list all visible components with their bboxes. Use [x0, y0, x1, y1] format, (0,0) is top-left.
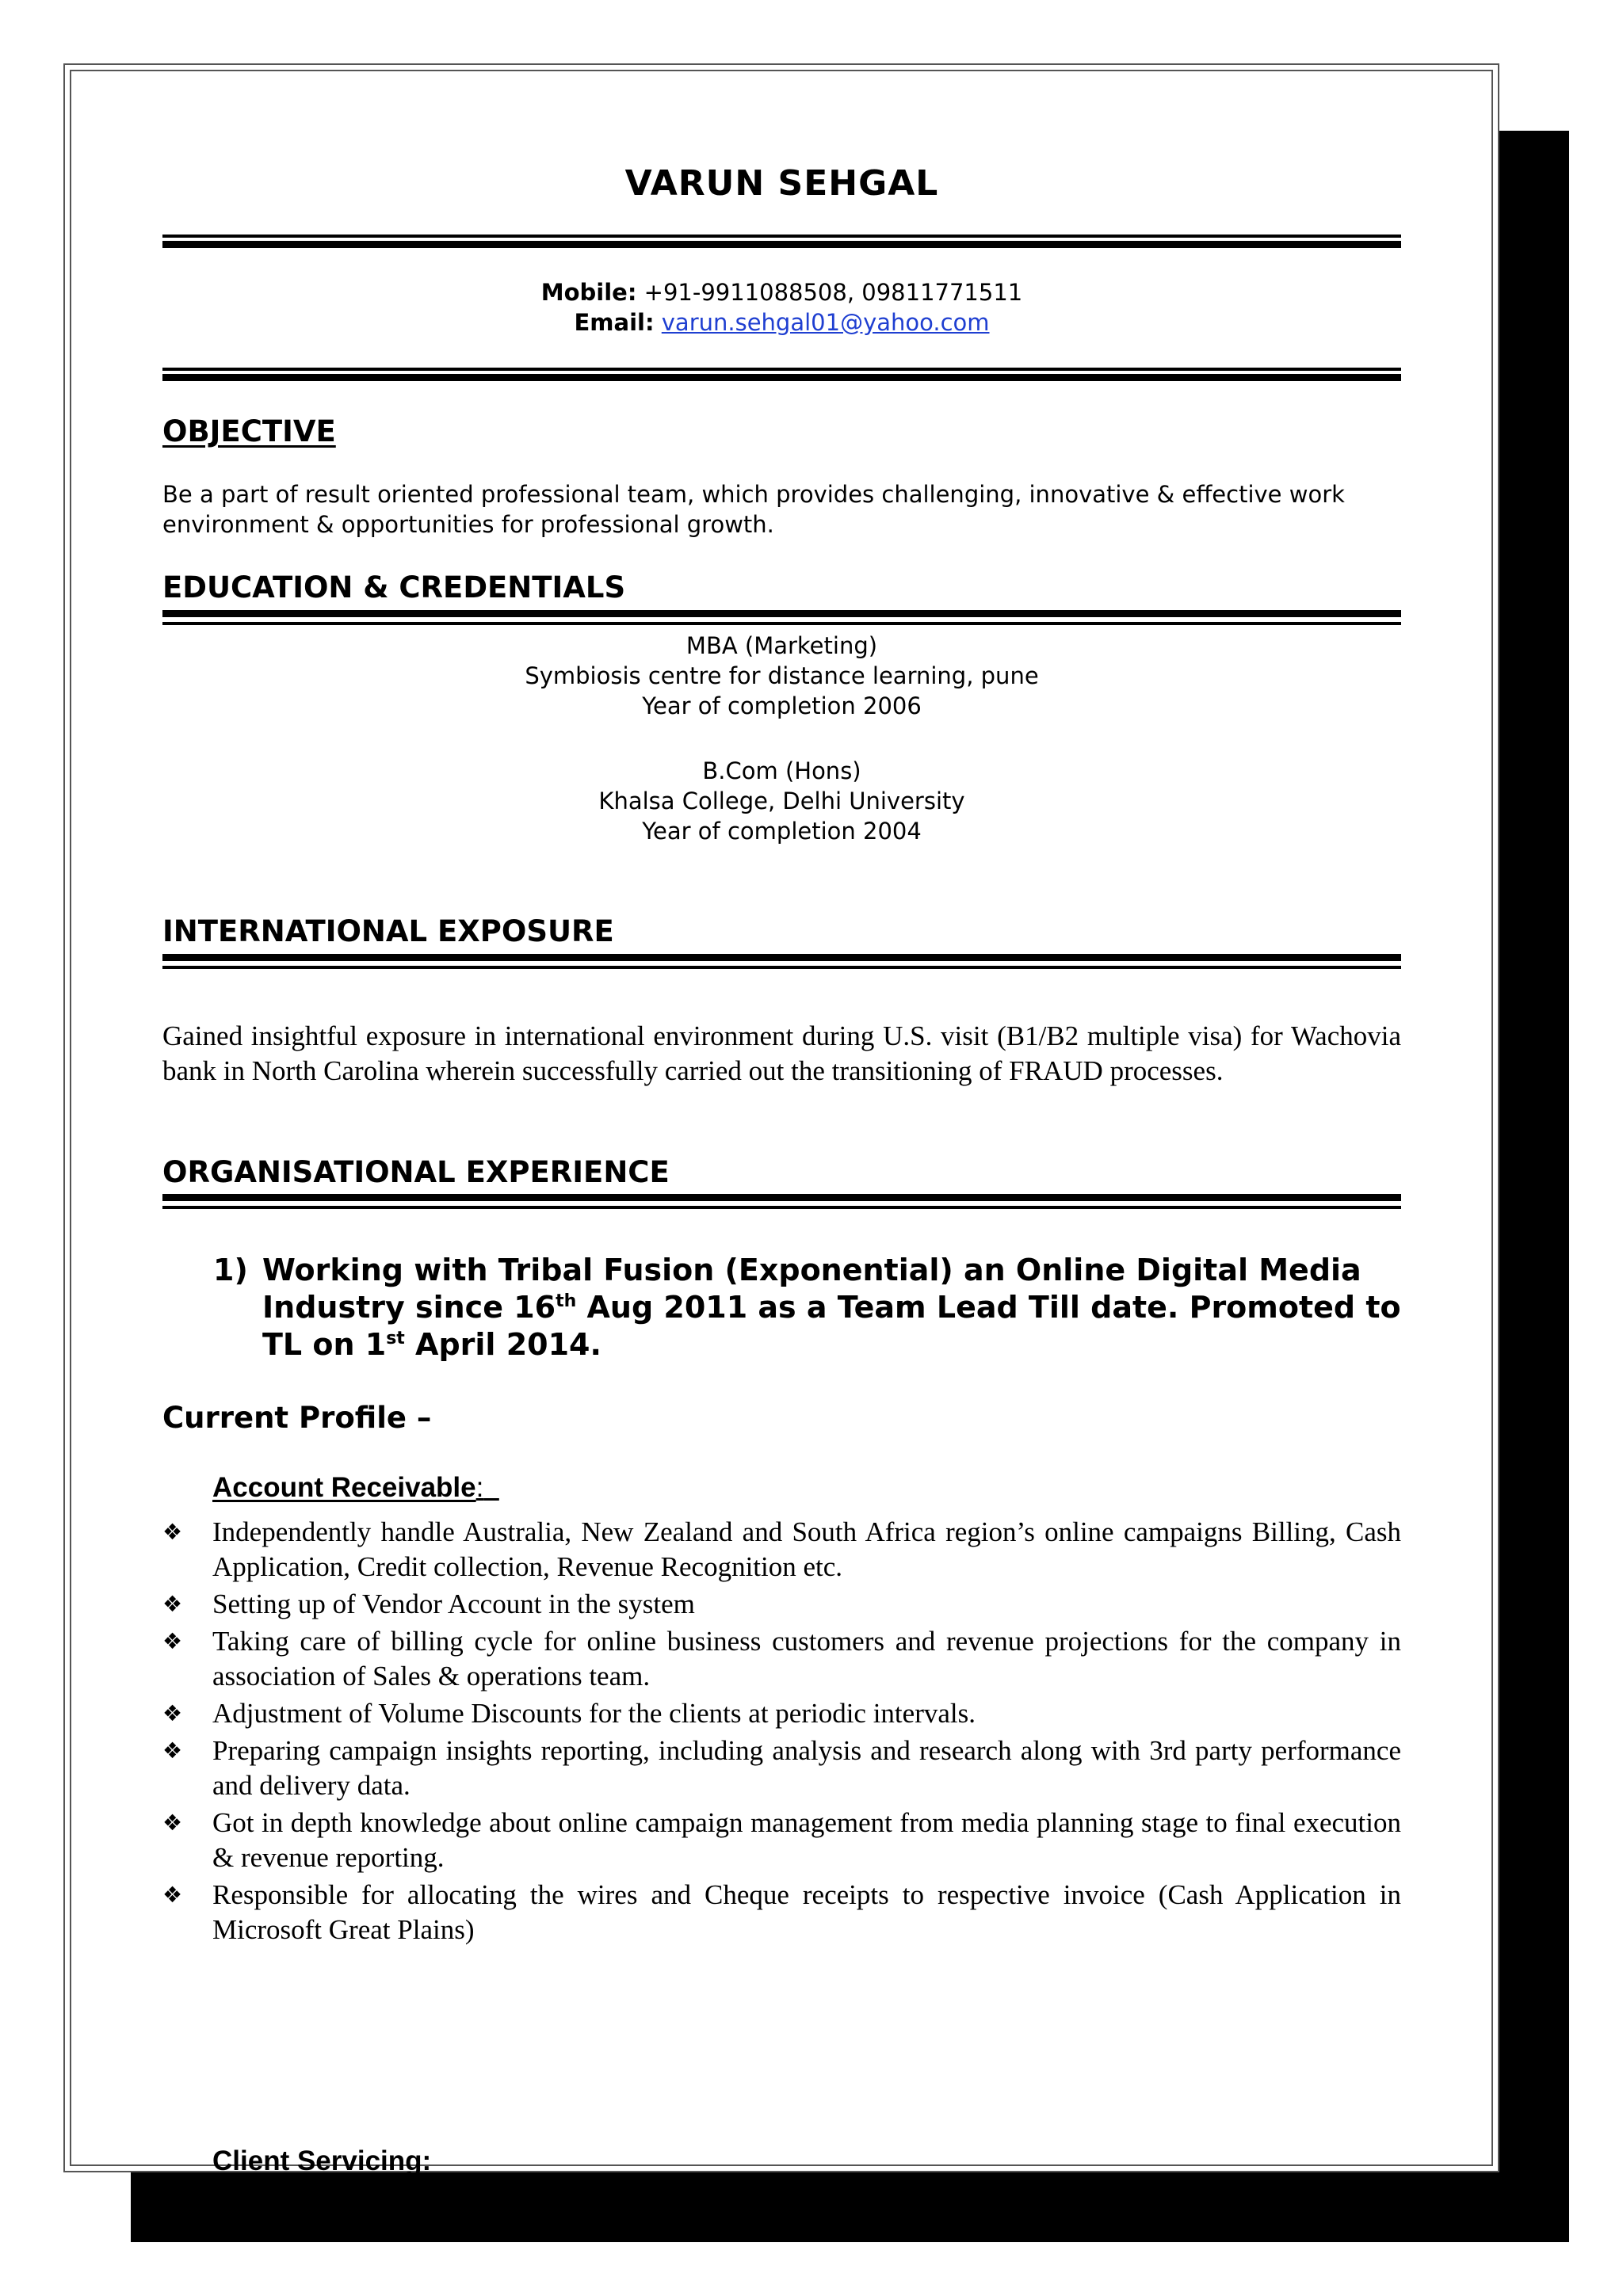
divider-rule [162, 235, 1401, 238]
institution: Symbiosis centre for distance learning, pune [525, 662, 1039, 689]
list-item [162, 1587, 1401, 1622]
list-item-text: Got in depth knowledge about online campaign management from media planning stage to final execution & revenue reporting. [212, 1807, 1401, 1873]
objective-text: Be a part of result oriented professional team, which provides challenging, innovative & effective work environment & opportunities for professional growth. [162, 481, 1345, 538]
divider-rule [162, 622, 1401, 625]
diamond-bullet-icon: ❖ [162, 1737, 183, 1764]
divider-rule [162, 368, 1401, 371]
page-shadow-bottom [131, 2171, 1569, 2242]
divider-rule [162, 241, 1401, 248]
mobile-value: +91-9911088508, 09811771511 [636, 279, 1023, 306]
list-item-text: Adjustment of Volume Discounts for the clients at periodic intervals. [212, 1698, 976, 1729]
diamond-bullet-icon: ❖ [162, 1591, 183, 1617]
experience-heading: ORGANISATIONAL EXPERIENCE [162, 1155, 670, 1189]
degree: MBA (Marketing) [685, 632, 878, 659]
divider-rule [162, 954, 1401, 961]
divider-rule [162, 1206, 1401, 1209]
list-item [162, 1806, 1401, 1875]
list-item-text: Independently handle Australia, New Zealand and South Africa region’s online campaigns Billing, Cash Application, Credit collection, Revenue Recognition etc. [212, 1516, 1401, 1582]
job-text: Working with Tribal Fusion (Exponential) an Online Digital Media Industry since 16 [262, 1253, 1361, 1325]
candidate-name: VARUN SEHGAL [624, 163, 939, 204]
list-item [162, 1733, 1401, 1803]
list-item-text: Preparing campaign insights reporting, including analysis and research along with 3rd party performance and delivery data. [212, 1735, 1401, 1801]
divider-rule [162, 966, 1401, 969]
divider-rule [162, 374, 1401, 381]
diamond-bullet-icon: ❖ [162, 1628, 183, 1654]
email-label: Email: [574, 309, 655, 336]
international-text: Gained insightful exposure in international environment during U.S. visit (B1/B2 multiple visa) for Wachovia bank in North Carolina wherein successfully carried out the transitioning of FRAUD processes. [162, 1020, 1401, 1086]
job-text: Aug 2011 as a Team Lead Till date. Promoted to TL on 1 [262, 1290, 1401, 1362]
list-item-text: Taking care of billing cycle for online business customers and revenue projections for the company in association of Sales & operations team. [212, 1626, 1401, 1691]
education-heading: EDUCATION & CREDENTIALS [162, 570, 626, 605]
mobile-label: Mobile: [540, 279, 637, 306]
list-item [162, 1696, 1401, 1731]
diamond-bullet-icon: ❖ [162, 1519, 183, 1545]
job-entry [213, 1252, 1401, 1363]
ordinal-suffix: st [386, 1329, 405, 1348]
education-entry [162, 756, 1401, 846]
divider-rule [162, 610, 1401, 617]
international-heading: INTERNATIONAL EXPOSURE [162, 914, 614, 948]
email-line [162, 307, 1401, 338]
diamond-bullet-icon: ❖ [162, 1810, 183, 1836]
job-text: April 2014. [404, 1327, 601, 1362]
divider-rule [162, 1194, 1401, 1201]
education-entry [162, 631, 1401, 721]
responsibilities-list [162, 1515, 1401, 1950]
completion-year: Year of completion 2004 [642, 818, 922, 845]
account-receivable-label: Account Receivable [212, 1472, 476, 1503]
list-item [162, 1624, 1401, 1694]
current-profile-heading: Current Profile – [162, 1401, 432, 1435]
email-link[interactable]: varun.sehgal01@yahoo.com [661, 309, 990, 336]
ordinal-suffix: th [556, 1291, 577, 1311]
diamond-bullet-icon: ❖ [162, 1700, 183, 1726]
heading-colon: : [475, 1472, 484, 1503]
completion-year: Year of completion 2006 [642, 692, 922, 719]
job-number: 1) [213, 1253, 248, 1287]
institution: Khalsa College, Delhi University [598, 788, 965, 814]
list-item-text: Setting up of Vendor Account in the system [212, 1589, 695, 1619]
list-item [162, 1515, 1401, 1585]
diamond-bullet-icon: ❖ [162, 1882, 183, 1908]
page-shadow-right [1499, 131, 1569, 2242]
client-servicing-heading: Client Servicing: [212, 2145, 432, 2176]
degree: B.Com (Hons) [702, 757, 861, 784]
contact-block [162, 277, 1401, 338]
job-title [262, 1252, 1401, 1363]
account-receivable-heading [212, 1472, 499, 1504]
list-item-text: Responsible for allocating the wires and Cheque receipts to respective invoice (Cash Application in Microsoft Great Plains) [212, 1879, 1401, 1945]
objective-heading: OBJECTIVE [162, 414, 336, 448]
mobile-line [162, 277, 1401, 307]
list-item [162, 1878, 1401, 1947]
